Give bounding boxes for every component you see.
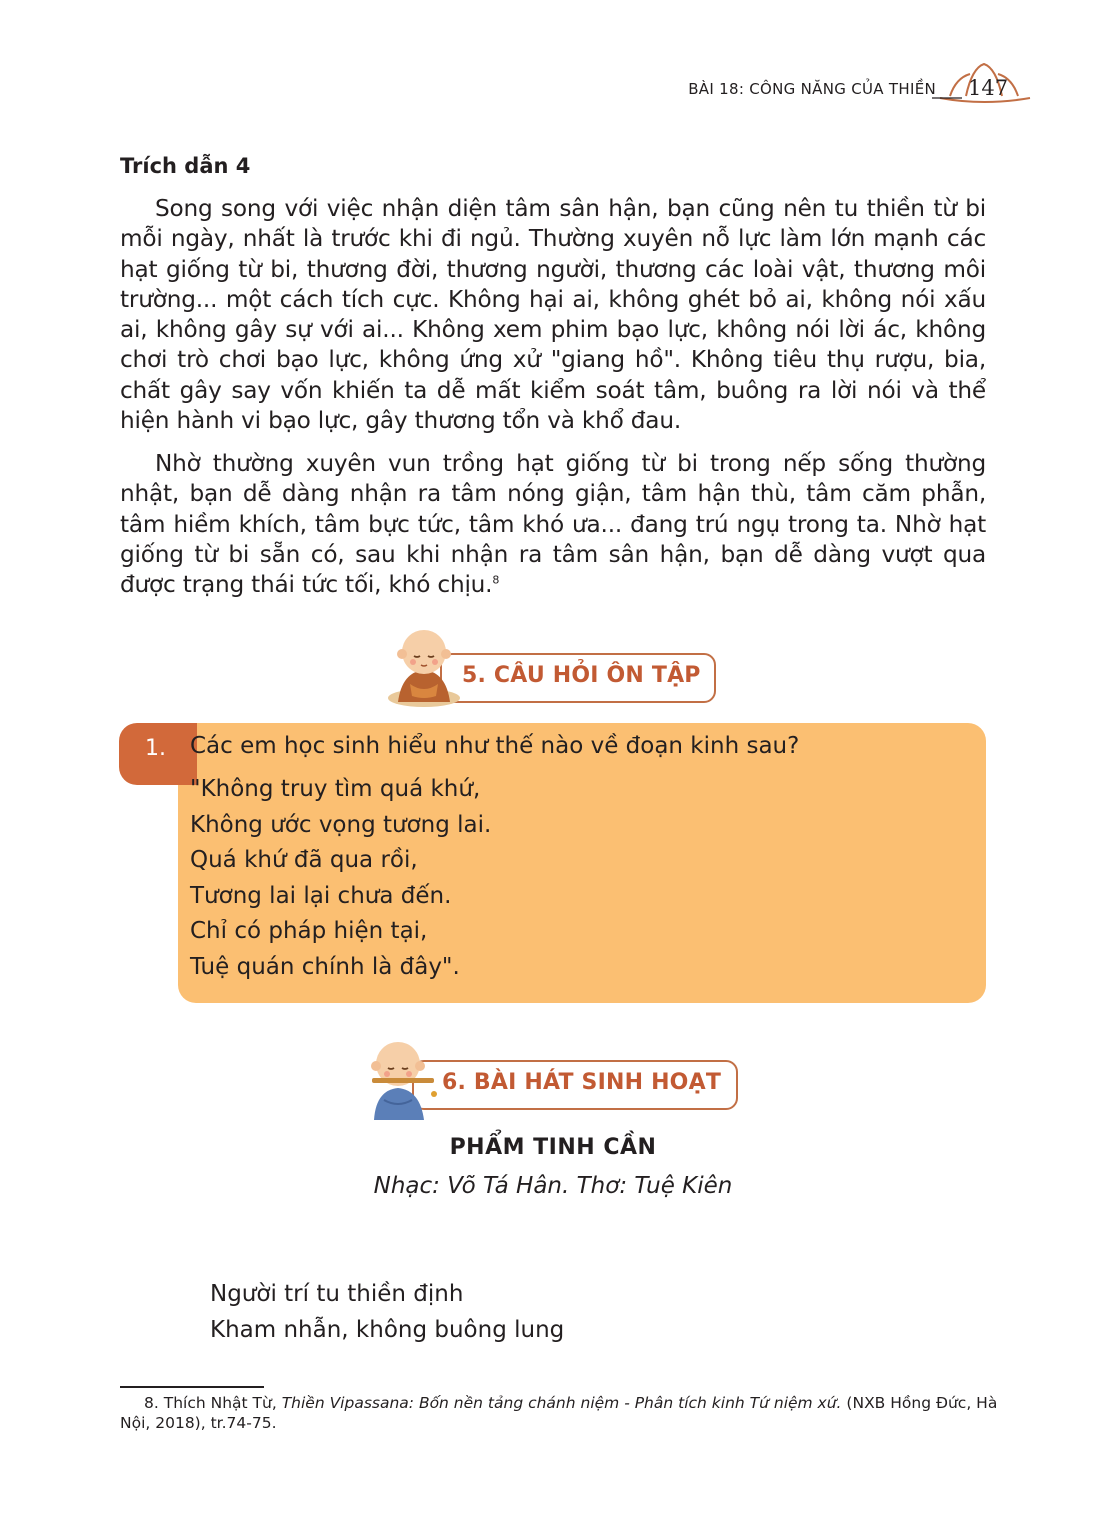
citation-label: Trích dẫn 4 (120, 154, 251, 178)
song-title: PHẨM TINH CẦN (449, 1135, 657, 1160)
footnote-work: Thiền Vipassana: Bốn nền tảng chánh niệm - Phân tích kinh Tứ niệm xứ. (281, 1394, 842, 1412)
section-6-heading: 6. BÀI HÁT SINH HOẠT (442, 1070, 722, 1095)
citation-paragraph-2-text: Nhờ thường xuyên vun trồng hạt giống từ bi trong nếp sống thường nhật, bạn dễ dàng nhận ra tâm nóng giận, tâm hận thù, tâm căm phẫn, tâm hiềm khích, tâm bực tức, tâm khó ưa... đang trú ngụ trong ta. Nhờ hạt giống từ bi sẵn có, sau khi nhận ra tâm sân hận, bạn dễ dàng vượt qua được trạng thái tức tối, khó chịu. (120, 450, 986, 599)
verse-list (190, 772, 491, 986)
monk-reading-icon (384, 624, 466, 710)
monk-flute-icon (360, 1034, 440, 1124)
page-number: 147 (968, 76, 1009, 100)
footnote-author: Thích Nhật Từ, (163, 1394, 277, 1412)
footnote-divider (120, 1386, 264, 1388)
verse-line: "Không truy tìm quá khứ, (190, 776, 481, 802)
footnote-ref: 8 (492, 573, 500, 587)
citation-paragraph-2 (120, 449, 986, 600)
lyric-line: Kham nhẫn, không buông lung (210, 1317, 565, 1343)
chapter-title: BÀI 18: CÔNG NĂNG CỦA THIỀN (688, 80, 936, 98)
footnote-publisher: (NXB Hồng Đức, Hà Nội, 2018), tr.74-75. (120, 1394, 998, 1432)
question-text: Các em học sinh hiểu như thế nào về đoạn kinh sau? (190, 733, 800, 759)
section-5-heading: 5. CÂU HỎI ÔN TẬP (462, 663, 701, 688)
question-number: 1. (119, 723, 197, 785)
verse-line: Tuệ quán chính là đây". (190, 953, 460, 980)
verse-line: Chỉ có pháp hiện tại, (190, 918, 428, 945)
verse-line: Không ước vọng tương lai. (190, 811, 492, 838)
verse-line: Quá khứ đã qua rồi, (190, 847, 418, 874)
lyric-line: Người trí tu thiền định (210, 1281, 464, 1307)
lyrics-list (210, 1276, 564, 1348)
footnote-number: 8. (144, 1394, 159, 1412)
verse-line: Tương lai lại chưa đến. (190, 882, 452, 909)
citation-paragraph-1: Song song với việc nhận diện tâm sân hận, bạn cũng nên tu thiền từ bi mỗi ngày, nhất là trước khi đi ngủ. Thường xuyên nỗ lực làm lớn mạnh các hạt giống từ bi, thương đời, thương người, thương các loài vật, thương môi trường... một cách tích cực. Không hại ai, không ghét bỏ ai, không nói xấu ai, không gây sự với ai... Không xem phim bạo lực, không nói lời ác, không chơi trò chơi bạo lực, không ứng xử "giang hồ". Không tiêu thụ rượu, bia, chất gây say vốn khiến ta dễ mất kiểm soát tâm, buông ra lời nói và thể hiện hành vi bạo lực, gây thương tổn và khổ đau. (120, 195, 986, 435)
song-credit: Nhạc: Võ Tá Hân. Thơ: Tuệ Kiên (373, 1173, 733, 1199)
footnote (120, 1393, 1000, 1433)
